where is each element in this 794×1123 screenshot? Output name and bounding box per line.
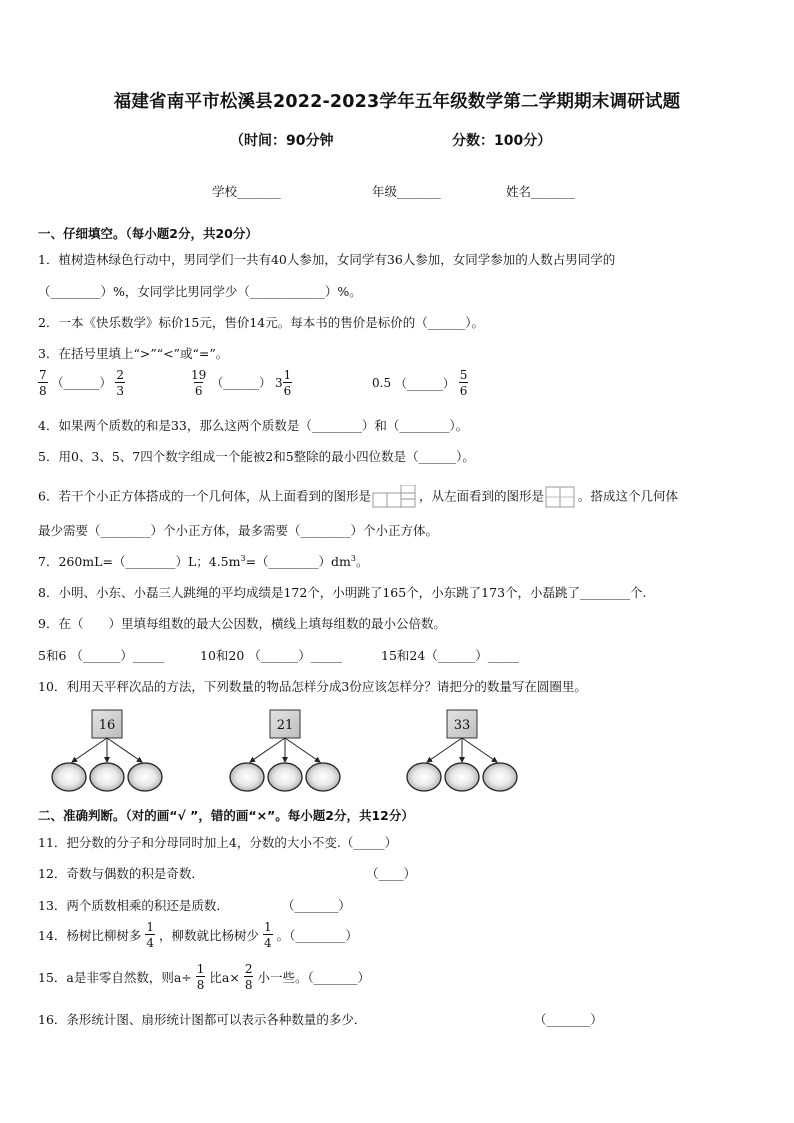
exam-score: 分数：100分） <box>452 133 552 149</box>
quantity-label: 16 <box>98 718 116 733</box>
question-4: 4．如果两个质数的和是33，那么这两个质数是（________）和（________）。 <box>38 418 469 433</box>
section-2-header: 二、准确判断。（对的画“√ ”，错的画“×”。每小题2分，共12分） <box>38 808 414 823</box>
split-arrow <box>427 738 462 762</box>
quantity-label: 21 <box>276 718 294 733</box>
fraction: $\frac{7}{8}$ <box>39 368 47 398</box>
split-arrow <box>107 738 142 762</box>
question-12-blank[interactable]: （____） <box>366 866 417 881</box>
question-16-blank[interactable]: （_______） <box>534 1012 603 1027</box>
answer-circle[interactable] <box>268 763 302 791</box>
mixed-number: 3 $\frac{1}{6}$ <box>274 368 292 398</box>
question-3-item-b <box>190 369 292 397</box>
question-9-group-3: 15和24（______）_____ <box>381 648 520 663</box>
answer-circle[interactable] <box>52 763 86 791</box>
question-10-stem: 10．利用天平秤次品的方法，下列数量的物品怎样分成3份应该怎样分？请把分的数量写在圆圈里。 <box>38 679 587 694</box>
split-arrow <box>285 738 320 762</box>
question-5: 5．用0、3、5、7四个数字组成一个能被2和5整除的最小四位数是（______）。 <box>38 449 475 464</box>
question-12: 12．奇数与偶数的积是奇数． <box>38 866 204 881</box>
question-9-group-2: 10和20 （______）_____ <box>200 648 343 663</box>
division-tree-33 <box>407 710 517 791</box>
section-1-header: 一、仔细填空。（每小题2分，共20分） <box>38 226 258 241</box>
question-3-item-c: 0.5 （______） $\frac{5}{6}$ <box>372 368 468 398</box>
school-field[interactable]: 学校_______ <box>212 184 281 199</box>
question-9-stem: 9．在（ ）里填每组数的最大公因数，横线上填每组数的最小公倍数。 <box>38 616 446 631</box>
exam-time: （时间：90分钟 <box>230 133 334 149</box>
answer-circle[interactable] <box>407 763 441 791</box>
question-6-line-2: 最少需要（________）个小正方体，最多需要（________）个小正方体。 <box>38 523 439 538</box>
division-tree-21 <box>230 710 340 791</box>
grade-field[interactable]: 年级_______ <box>372 184 441 199</box>
question-1-line-2: （________）%，女同学比男同学少（____________）%。 <box>38 284 362 299</box>
question-7: 7．260mL=（________）L；$4.5m^3=(\_\_\_\_\_\_\_\_)dm^3$。 <box>38 553 369 569</box>
division-tree-16 <box>52 710 162 791</box>
answer-blank[interactable]: （______） <box>394 376 455 391</box>
fraction: $\frac{5}{6}$ <box>459 368 468 398</box>
page-title: 福建省南平市松溪县2022-2023学年五年级数学第二学期期末调研试题 <box>113 92 681 112</box>
quantity-label: 33 <box>453 718 471 733</box>
answer-circle[interactable] <box>445 763 479 791</box>
answer-circle[interactable] <box>483 763 517 791</box>
answer-circle[interactable] <box>230 763 264 791</box>
answer-blank[interactable]: （______） <box>51 375 112 390</box>
question-3-item-a <box>38 369 125 397</box>
left-view-figure <box>544 485 578 509</box>
question-14: 14．杨树比柳树多 $\frac{1}{4}$ ，柳数就比杨树少 $\frac{1}{4}$ 。（________） <box>38 920 358 950</box>
split-arrow <box>462 738 497 762</box>
question-8: 8．小明、小东、小磊三人跳绳的平均成绩是172个，小明跳了165个，小东跳了173个，小磊跳了________个. <box>38 585 647 600</box>
fraction: $\frac{1}{4}$ <box>264 920 272 950</box>
fraction: $\frac{2}{8}$ <box>244 962 253 992</box>
question-15: 15．a是非零自然数，则a÷ $\frac{1}{8}$ 比a× $\frac{2}{8}$ 小一些。（_______） <box>38 962 370 992</box>
fraction: $\frac{2}{3}$ <box>116 368 124 398</box>
question-3-stem: 3．在括号里填上“>”“<”或“=”。 <box>38 346 229 361</box>
answer-circle[interactable] <box>128 763 162 791</box>
question-16: 16．条形统计图、扇形统计图都可以表示各种数量的多少． <box>38 1012 367 1027</box>
name-field[interactable]: 姓名_______ <box>506 184 575 199</box>
question-10-diagram <box>0 700 794 800</box>
fraction: $\frac{1}{4}$ <box>146 920 155 950</box>
fraction: $\frac{1}{8}$ <box>196 962 205 992</box>
question-13: 13．两个质数相乘的积还是质数． <box>38 898 229 913</box>
answer-circle[interactable] <box>306 763 340 791</box>
answer-blank[interactable]: （______） <box>211 375 272 390</box>
split-arrow <box>250 738 285 762</box>
answer-circle[interactable] <box>90 763 124 791</box>
question-6-line-1: 6．若干个小正方体搭成的一个几何体，从上面看到的图形是 ，从左面看到的图形是 。搭成这个几何体 <box>38 485 678 509</box>
question-13-blank[interactable]: （_______） <box>282 898 351 913</box>
question-2: 2．一本《快乐数学》标价15元，售价14元。每本书的售价是标价的（______）。 <box>38 315 485 330</box>
fraction: $\frac{19}{6}$ <box>191 368 207 398</box>
question-9-group-1: 5和6 （______）_____ <box>38 648 165 663</box>
question-11: 11．把分数的分子和分母同时加上4，分数的大小不变.（_____） <box>38 835 398 850</box>
question-1-line-1: 1．植树造林绿色行动中，男同学们一共有40人参加，女同学有36人参加，女同学参加的人数占男同学的 <box>38 252 616 267</box>
split-arrow <box>72 738 107 762</box>
top-view-figure <box>371 485 419 509</box>
